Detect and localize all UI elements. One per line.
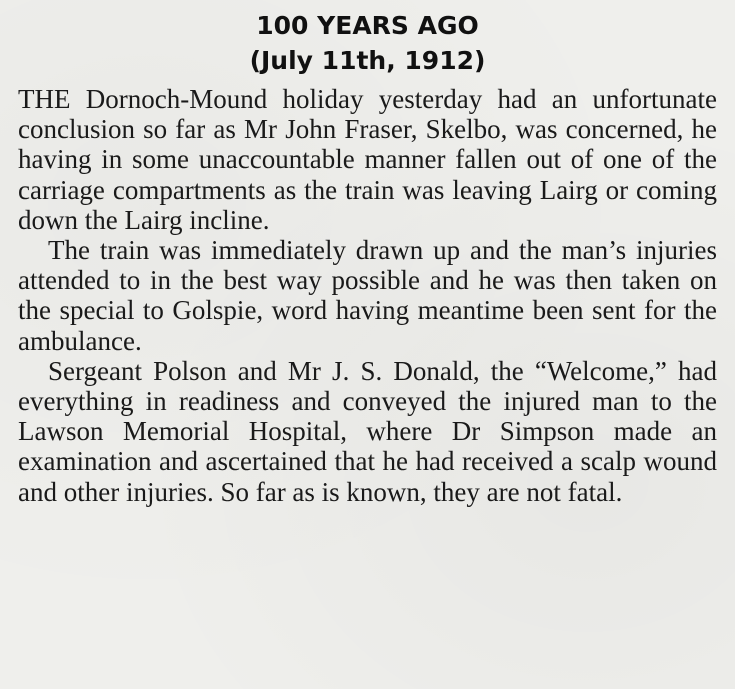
article-dateline: (July 11th, 1912) [249,46,486,75]
article-paragraph-3: Sergeant Polson and Mr J. S. Donald, the “Welcome,” had everything in readiness and conveyed the injured man to the Lawson Memorial Hospital, where Dr Simpson made an examination and ascertained that he had received a scalp wound and other injuries. So far as is known, they are not fatal. [18,355,717,507]
article-body [18,84,717,507]
article-paragraph-2: The train was immediately drawn up and the man’s injuries attended to in the best way possible and he was then taken on the special to Golspie, word having meantime been sent for the ambulance. [18,235,717,356]
article-paragraph-1: THE Dornoch-Mound holiday yesterday had an unfortunate conclusion so far as Mr John Fraser, Skelbo, was concerned, he having in some unaccountable manner fallen out of one of the carriage compartments as the train was leaving Lairg or coming down the Lairg incline. [18,84,717,235]
article-headline: 100 YEARS AGO [256,11,479,40]
